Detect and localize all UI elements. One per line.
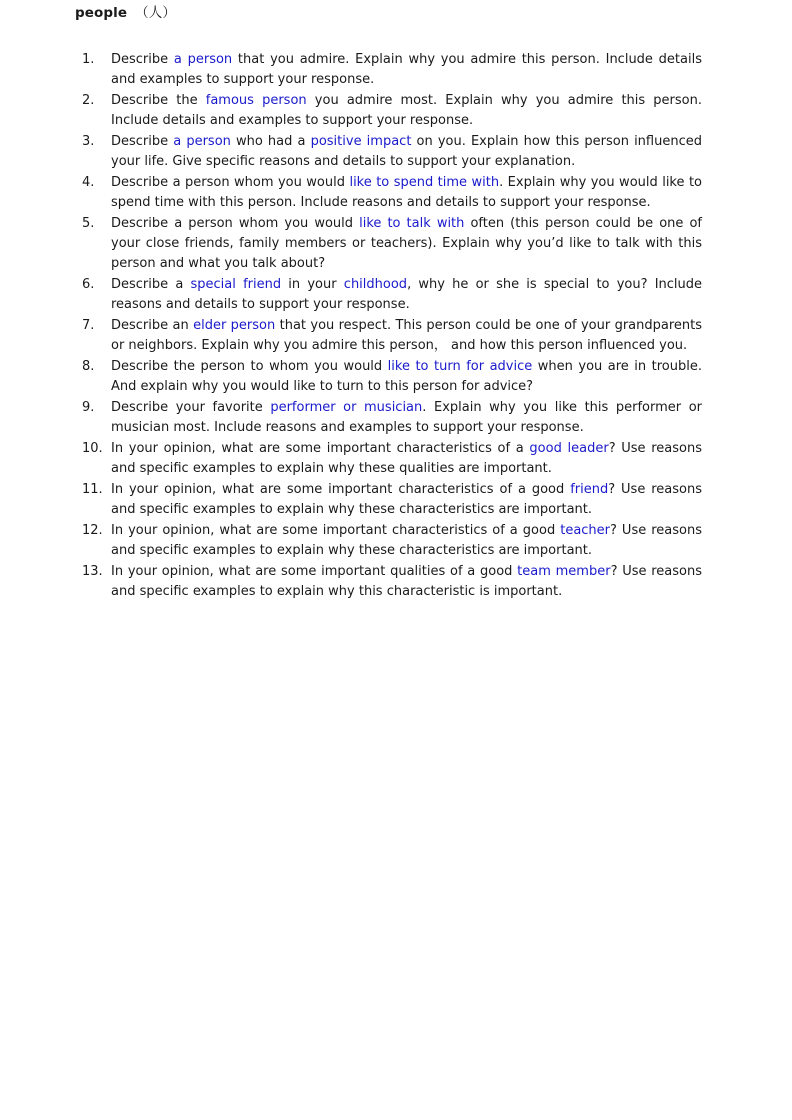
question-number: 3. bbox=[82, 134, 95, 149]
question-number: 7. bbox=[82, 318, 95, 333]
question-text-segment: Describe a person whom you would bbox=[111, 216, 360, 231]
question-text bbox=[111, 482, 702, 517]
question-text-segment: , why he or she is special to you? Include reasons and details to support your response. bbox=[111, 277, 703, 312]
question-number: 5. bbox=[82, 216, 95, 231]
question-text-segment: often (this person could be one of your close friends, family members or teachers). Explain why you’d like to talk with this person and what you talk about? bbox=[111, 216, 702, 271]
question-number: 9. bbox=[82, 400, 95, 415]
question-text-segment: on you. Explain how this person influenced your life. Give specific reasons and details to support your explanation. bbox=[111, 134, 702, 169]
question-text-segment: who had a bbox=[230, 134, 311, 149]
question-text-segment: Describe your favorite bbox=[111, 400, 271, 415]
question-text-segment: ? Use reasons and specific examples to explain why these characteristics are important. bbox=[111, 482, 703, 517]
question-item bbox=[82, 480, 702, 520]
question-text bbox=[111, 216, 702, 271]
highlighted-keyword: childhood bbox=[343, 277, 408, 292]
question-item bbox=[82, 521, 702, 561]
highlighted-keyword: like to turn for advice bbox=[387, 359, 533, 374]
question-number: 4. bbox=[82, 175, 95, 190]
question-text-segment: ? Use reasons and specific examples to explain why these qualities are important. bbox=[111, 441, 702, 476]
title-chinese: （人） bbox=[135, 5, 176, 21]
question-text bbox=[111, 134, 702, 169]
question-number: 6. bbox=[82, 277, 95, 292]
question-text-segment: Describe the person to whom you would bbox=[111, 359, 388, 374]
question-item bbox=[82, 398, 702, 438]
question-text-segment: Describe bbox=[111, 134, 174, 149]
question-item bbox=[82, 173, 702, 213]
question-number: 8. bbox=[82, 359, 95, 374]
question-text-segment: in your bbox=[281, 277, 344, 292]
question-item bbox=[82, 132, 702, 172]
question-text-segment: . Explain why you would like to spend time with this person. Include reasons and details to support your response. bbox=[111, 175, 702, 210]
question-text-segment: when you are in trouble. And explain why you would like to turn to this person for advice? bbox=[111, 359, 702, 394]
question-text-segment: that you admire. Explain why you admire this person. Include details and examples to support your response. bbox=[111, 52, 702, 87]
question-number: 11. bbox=[82, 482, 103, 497]
question-text-segment: Describe bbox=[111, 52, 174, 67]
question-item bbox=[82, 562, 702, 602]
title-text: people bbox=[75, 5, 128, 21]
question-text-segment: ? Use reasons and specific examples to explain why this characteristic is important. bbox=[111, 564, 703, 599]
question-number: 12. bbox=[82, 523, 103, 538]
question-text bbox=[111, 93, 702, 128]
highlighted-keyword: elder person bbox=[193, 318, 276, 333]
question-text-segment: In your opinion, what are some important qualities of a good bbox=[111, 564, 518, 579]
question-text-segment: In your opinion, what are some important characteristics of a good bbox=[111, 482, 571, 497]
question-item bbox=[82, 91, 702, 131]
highlighted-keyword: teacher bbox=[560, 523, 611, 538]
question-item bbox=[82, 316, 702, 356]
question-text bbox=[111, 523, 702, 558]
highlighted-keyword: positive impact bbox=[310, 134, 412, 149]
question-text bbox=[111, 441, 702, 476]
question-number: 1. bbox=[82, 52, 95, 67]
page-title bbox=[75, 1, 176, 21]
question-text-segment: ? Use reasons and specific examples to explain why these characteristics are important. bbox=[111, 523, 702, 558]
question-item bbox=[82, 357, 702, 397]
question-number: 2. bbox=[82, 93, 95, 108]
question-text-segment: . Explain why you like this performer or musician most. Include reasons and examples to support your response. bbox=[111, 400, 702, 435]
highlighted-keyword: like to talk with bbox=[359, 216, 465, 231]
question-text bbox=[111, 318, 702, 353]
question-item bbox=[82, 214, 702, 274]
question-text-segment: Describe the bbox=[111, 93, 206, 108]
question-text-segment: In your opinion, what are some important characteristics of a good bbox=[111, 523, 561, 538]
question-text-segment: In your opinion, what are some important characteristics of a bbox=[111, 441, 530, 456]
question-text bbox=[111, 564, 702, 599]
question-text bbox=[111, 52, 702, 87]
question-text bbox=[111, 359, 702, 394]
question-text bbox=[111, 277, 702, 312]
question-number: 13. bbox=[82, 564, 103, 579]
highlighted-keyword: a person bbox=[173, 52, 233, 67]
question-item bbox=[82, 439, 702, 479]
question-text bbox=[111, 400, 702, 435]
highlighted-keyword: famous person bbox=[205, 93, 307, 108]
highlighted-keyword: good leader bbox=[529, 441, 609, 456]
highlighted-keyword: like to spend time with bbox=[349, 175, 500, 190]
question-list bbox=[82, 50, 702, 603]
question-text-segment: Describe a person whom you would bbox=[111, 175, 350, 190]
question-text-segment: Describe an bbox=[111, 318, 194, 333]
highlighted-keyword: performer or musician bbox=[270, 400, 423, 415]
question-text-segment: you admire most. Explain why you admire this person. Include details and examples to support your response. bbox=[111, 93, 703, 128]
highlighted-keyword: friend bbox=[570, 482, 609, 497]
question-text bbox=[111, 175, 702, 210]
question-text-segment: Describe a bbox=[111, 277, 191, 292]
highlighted-keyword: a person bbox=[173, 134, 231, 149]
highlighted-keyword: team member bbox=[517, 564, 611, 579]
question-text-segment: that you respect. This person could be one of your grandparents or neighbors. Explain why you admire this person， and how this person influenced you. bbox=[111, 318, 703, 353]
question-item bbox=[82, 275, 702, 315]
question-number: 10. bbox=[82, 441, 103, 456]
question-item bbox=[82, 50, 702, 90]
highlighted-keyword: special friend bbox=[190, 277, 282, 292]
